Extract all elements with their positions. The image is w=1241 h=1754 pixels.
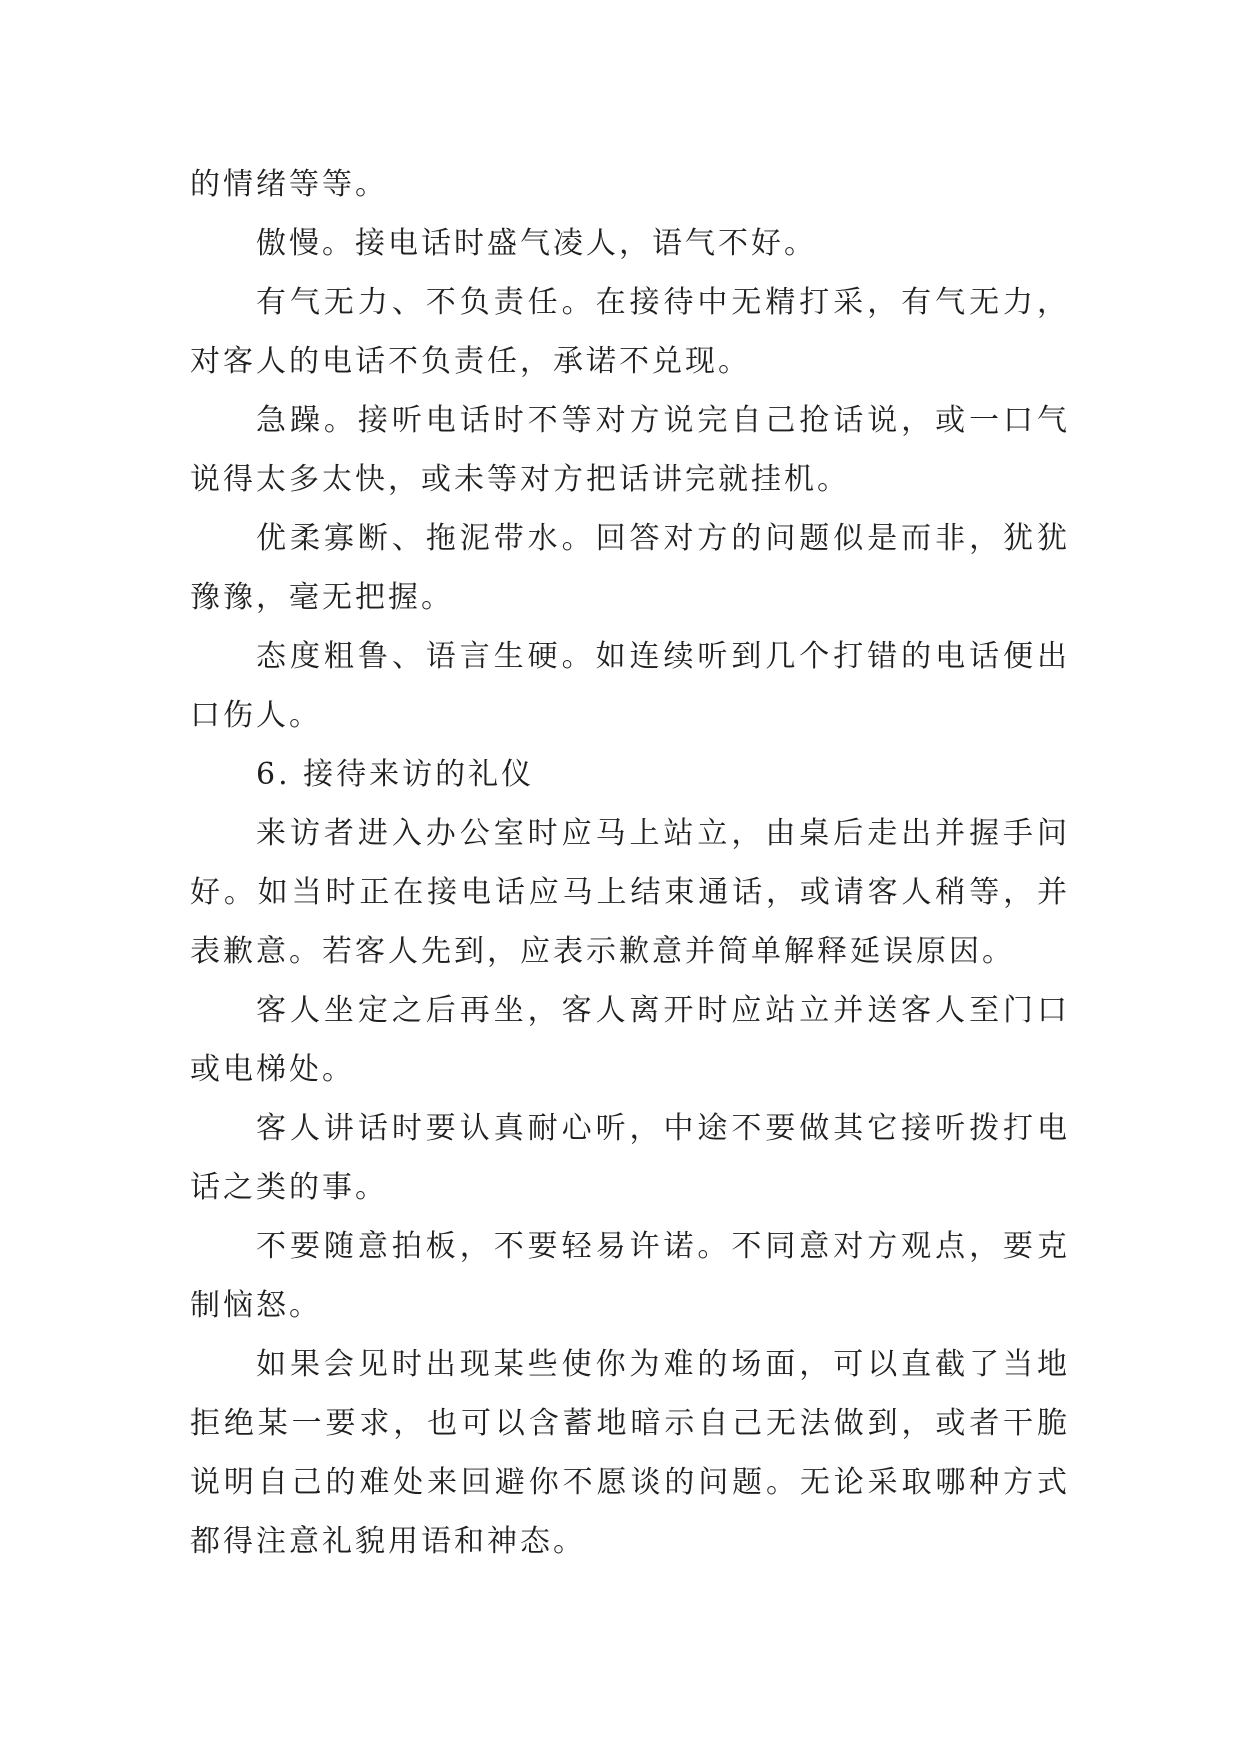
section-heading: 6. 接待来访的礼仪: [256, 757, 535, 792]
paragraph-11: 如果会见时出现某些使你为难的场面，可以直截了当地拒绝某一要求，也可以含蓄地暗示自己无法做到，或者干脆说明自己的难处来回避你不愿谈的问题。无论采取哪种方式都得注意礼貌用语和神态。: [190, 1347, 1070, 1559]
paragraph-7: 来访者进入办公室时应马上站立，由桌后走出并握手问好。如当时正在接电话应马上结束通话，或请客人稍等，并表歉意。若客人先到，应表示歉意并简单解释延误原因。: [190, 816, 1070, 969]
paragraph-5: 优柔寡断、拖泥带水。回答对方的问题似是而非，犹犹豫豫，毫无把握。: [190, 521, 1070, 615]
paragraph-9: 客人讲话时要认真耐心听，中途不要做其它接听拨打电话之类的事。: [190, 1111, 1070, 1205]
paragraph-2: 傲慢。接电话时盛气凌人，语气不好。: [256, 226, 817, 261]
paragraph-8: 客人坐定之后再坐，客人离开时应站立并送客人至门口或电梯处。: [190, 993, 1070, 1087]
paragraph-4: 急躁。接听电话时不等对方说完自己抢话说，或一口气说得太多太快，或未等对方把话讲完就挂机。: [190, 403, 1070, 497]
paragraph-6: 态度粗鲁、语言生硬。如连续听到几个打错的电话便出口伤人。: [190, 639, 1070, 733]
document-body: [190, 155, 1070, 1571]
paragraph-3: 有气无力、不负责任。在接待中无精打采，有气无力，对客人的电话不负责任，承诺不兑现。: [190, 285, 1070, 379]
paragraph-1: 的情绪等等。: [190, 167, 388, 202]
paragraph-10: 不要随意拍板，不要轻易许诺。不同意对方观点，要克制恼怒。: [190, 1229, 1070, 1323]
